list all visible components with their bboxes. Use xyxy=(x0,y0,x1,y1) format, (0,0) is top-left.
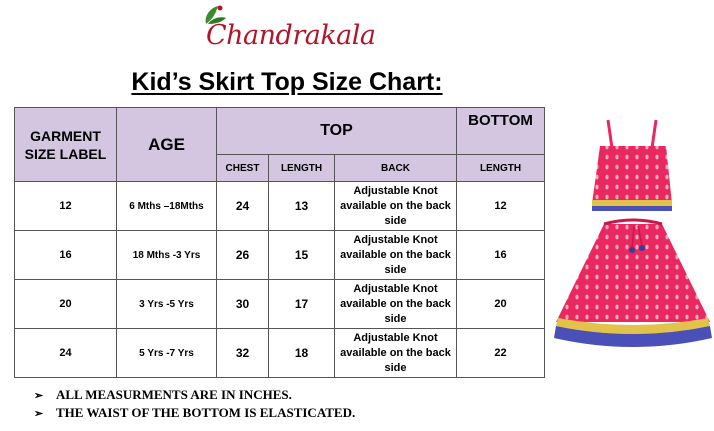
bottom-length-cell: 16 xyxy=(457,231,545,280)
top-length-cell: 17 xyxy=(269,280,335,329)
top-length-cell: 13 xyxy=(269,182,335,231)
back-cell: Adjustable Knot available on the back side xyxy=(335,280,457,329)
arrow-bullet-icon: ➢ xyxy=(34,389,44,402)
age-cell: 5 Yrs -7 Yrs xyxy=(117,329,217,378)
chest-cell: 24 xyxy=(217,182,269,231)
chest-cell: 26 xyxy=(217,231,269,280)
header-age: AGE xyxy=(117,108,217,182)
size-chart-table xyxy=(14,107,545,378)
header-back: BACK xyxy=(335,155,457,182)
age-cell: 18 Mths -3 Yrs xyxy=(117,231,217,280)
arrow-bullet-icon: ➢ xyxy=(34,407,44,420)
header-bottom-length: LENGTH xyxy=(457,155,545,182)
chest-cell: 30 xyxy=(217,280,269,329)
header-garment-size-label: GARMENT SIZE LABEL xyxy=(15,108,117,182)
back-cell: Adjustable Knot available on the back side xyxy=(335,182,457,231)
top-length-cell: 15 xyxy=(269,231,335,280)
age-cell: 6 Mths –18Mths xyxy=(117,182,217,231)
notes-list xyxy=(34,386,355,422)
bottom-length-cell: 20 xyxy=(457,280,545,329)
table-row xyxy=(15,231,545,280)
bottom-length-cell: 12 xyxy=(457,182,545,231)
note-item xyxy=(34,404,355,422)
table-row xyxy=(15,280,545,329)
note-text: THE WAIST OF THE BOTTOM IS ELASTICATED. xyxy=(56,405,356,420)
header-chest: CHEST xyxy=(217,155,269,182)
size-label-cell: 20 xyxy=(15,280,117,329)
back-cell: Adjustable Knot available on the back side xyxy=(335,231,457,280)
brand-name: Chandrakala xyxy=(206,20,376,51)
back-cell: Adjustable Knot available on the back side xyxy=(335,329,457,378)
note-item xyxy=(34,386,355,404)
table-row xyxy=(15,329,545,378)
top-length-cell: 18 xyxy=(269,329,335,378)
brand-logo xyxy=(196,2,376,64)
chest-cell: 32 xyxy=(217,329,269,378)
age-cell: 3 Yrs -5 Yrs xyxy=(117,280,217,329)
size-label-cell: 16 xyxy=(15,231,117,280)
header-top: TOP xyxy=(217,108,457,155)
page-title: Kid’s Skirt Top Size Chart: xyxy=(131,68,443,96)
size-label-cell: 24 xyxy=(15,329,117,378)
table-row xyxy=(15,182,545,231)
bottom-length-cell: 22 xyxy=(457,329,545,378)
product-image xyxy=(552,112,714,352)
header-top-length: LENGTH xyxy=(269,155,335,182)
header-bottom: BOTTOM xyxy=(457,108,545,155)
note-text: ALL MEASURMENTS ARE IN INCHES. xyxy=(56,387,292,402)
size-label-cell: 12 xyxy=(15,182,117,231)
